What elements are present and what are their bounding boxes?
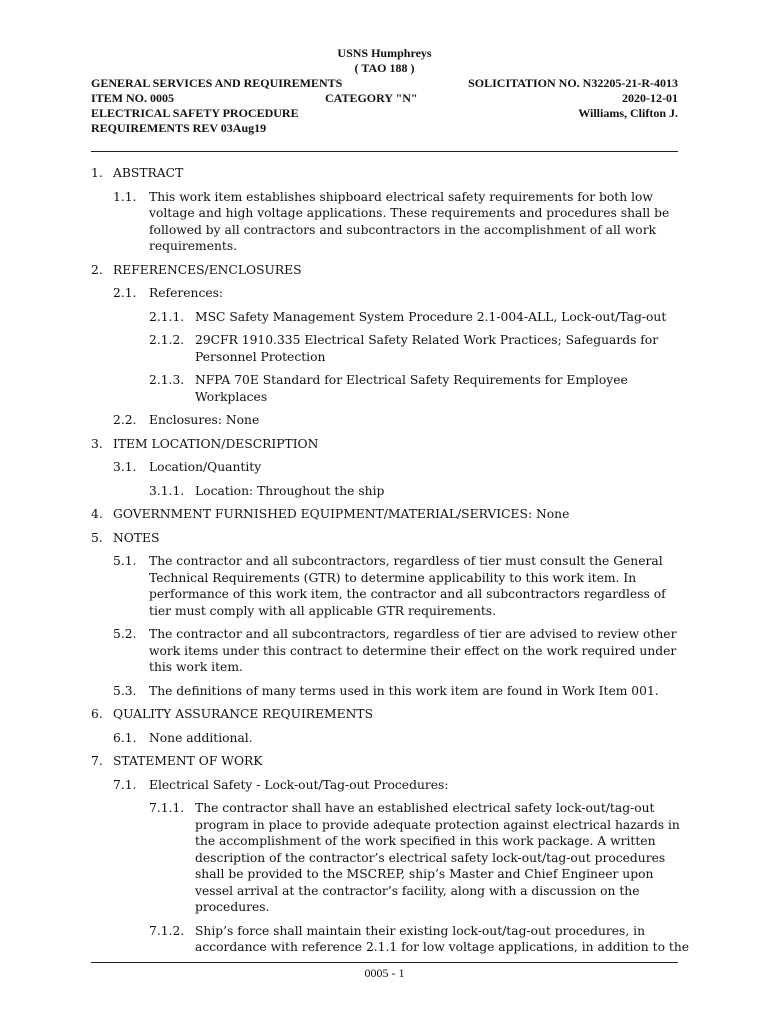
section-number: 7.1.1. xyxy=(149,801,185,815)
section-text: References: xyxy=(149,286,224,300)
section-number: 6.1. xyxy=(113,730,137,745)
section-text: ITEM LOCATION/DESCRIPTION xyxy=(113,436,319,451)
section-text: The definitions of many terms used in this work item are found in Work Item 001. xyxy=(149,683,659,698)
section-number: 5. xyxy=(91,530,103,545)
section-text: This work item establishes shipboard electrical safety requirements for both low voltage and high voltage applications. These requirements and procedures shall be followed by all contractors and subcontractors in the accomplishment of all work requirements. xyxy=(149,189,670,253)
section-number: 6. xyxy=(91,707,103,721)
section-item xyxy=(91,165,691,182)
document-body xyxy=(91,158,691,956)
section-text: 29CFR 1910.335 Electrical Safety Related Work Practices; Safeguards for Personnel Protection xyxy=(195,333,659,364)
solicitation-number: SOLICITATION NO. N32205-21-R-4013 xyxy=(468,76,678,90)
section-text: None additional. xyxy=(149,730,253,745)
section-text: MSC Safety Management System Procedure 2.1-004-ALL, Lock-out/Tag-out xyxy=(195,309,667,324)
section-number: 7. xyxy=(91,754,103,768)
hull-number: ( TAO 188 ) xyxy=(354,61,415,75)
section-item xyxy=(113,412,691,429)
section-number: 2.1. xyxy=(113,286,137,300)
section-text: Location: Throughout the ship xyxy=(195,483,385,498)
section-item xyxy=(113,683,691,700)
section-text: GOVERNMENT FURNISHED EQUIPMENT/MATERIAL/SERVICES: None xyxy=(113,507,570,521)
section-number: 3. xyxy=(91,436,103,451)
footer-divider xyxy=(91,962,678,963)
item-category: CATEGORY "N" xyxy=(325,91,418,105)
section-text: Location/Quantity xyxy=(149,460,262,474)
section-item xyxy=(91,530,691,547)
section-text: Ship’s force shall maintain their existing lock-out/tag-out procedures, in accordance with reference 2.1.1 for low voltage applications, in addition to the xyxy=(195,923,690,954)
section-item xyxy=(91,436,691,453)
header-category-title: GENERAL SERVICES AND REQUIREMENTS xyxy=(91,76,343,90)
section-number: 5.1. xyxy=(113,554,137,568)
section-text: QUALITY ASSURANCE REQUIREMENTS xyxy=(113,707,373,721)
page-number: 0005 - 1 xyxy=(364,966,405,980)
section-item xyxy=(91,706,691,723)
section-item xyxy=(91,506,691,523)
section-item xyxy=(149,332,691,365)
section-text: NFPA 70E Standard for Electrical Safety Requirements for Employee Workplaces xyxy=(195,373,628,404)
section-item xyxy=(113,626,691,676)
section-number: 4. xyxy=(91,507,103,521)
section-number: 7.1. xyxy=(113,777,137,792)
section-text: REFERENCES/ENCLOSURES xyxy=(113,262,302,277)
section-number: 2.1.1. xyxy=(149,309,185,324)
section-item xyxy=(149,800,691,916)
section-item xyxy=(91,753,691,770)
section-text: STATEMENT OF WORK xyxy=(113,754,263,768)
section-text: The contractor shall have an established electrical safety lock-out/tag-out program in place to provide adequate protection against electrical hazards in the accomplishment of the work specified in this work package. A written description of the contractor’s electrical safety lock-out/tag-out procedures shall be provided to the MSCREP, ship’s Master and Chief Engineer upon vessel arrival at the contractor’s facility, along with a discussion on the procedures. xyxy=(195,801,680,914)
header-ship xyxy=(91,46,678,76)
section-item xyxy=(149,483,691,500)
section-item xyxy=(113,285,691,302)
section-number: 1.1. xyxy=(113,189,137,204)
section-number: 2. xyxy=(91,262,103,277)
section-text: NOTES xyxy=(113,530,160,545)
item-date: 2020-12-01 xyxy=(622,91,678,105)
section-item xyxy=(113,777,691,794)
section-item xyxy=(149,309,691,326)
section-number: 3.1. xyxy=(113,460,137,474)
section-number: 2.1.3. xyxy=(149,373,185,387)
section-text: The contractor and all subcontractors, regardless of tier are advised to review other work items under this contract to determine their effect on the work required under this work item. xyxy=(149,627,677,674)
section-item xyxy=(113,730,691,747)
header-divider xyxy=(91,151,678,152)
section-number: 7.1.2. xyxy=(149,923,185,938)
section-item xyxy=(149,923,691,956)
section-text: Enclosures: None xyxy=(149,413,260,427)
header-block xyxy=(91,76,678,136)
section-item xyxy=(113,553,691,619)
section-item xyxy=(91,262,691,279)
item-author: Williams, Clifton J. xyxy=(578,106,678,120)
item-number: ITEM NO. 0005 xyxy=(91,91,175,105)
section-item xyxy=(149,372,691,405)
item-title-line1: ELECTRICAL SAFETY PROCEDURE xyxy=(91,106,299,120)
item-title-line2: REQUIREMENTS REV 03Aug19 xyxy=(91,121,267,135)
section-number: 5.2. xyxy=(113,627,137,641)
section-text: The contractor and all subcontractors, regardless of tier must consult the General Technical Requirements (GTR) to determine applicability to this work item. In performance of this work item, the contractor and all subcontractors regardless of tier must comply with all applicable GTR requirements. xyxy=(149,554,666,618)
section-item xyxy=(113,189,691,255)
section-number: 2.1.2. xyxy=(149,333,185,347)
section-number: 1. xyxy=(91,166,103,180)
ship-name: USNS Humphreys xyxy=(337,46,432,60)
section-number: 5.3. xyxy=(113,683,137,698)
section-number: 3.1.1. xyxy=(149,483,185,498)
section-text: Electrical Safety - Lock-out/Tag-out Procedures: xyxy=(149,777,449,792)
section-number: 2.2. xyxy=(113,413,137,427)
section-item xyxy=(113,459,691,476)
section-text: ABSTRACT xyxy=(113,166,184,180)
